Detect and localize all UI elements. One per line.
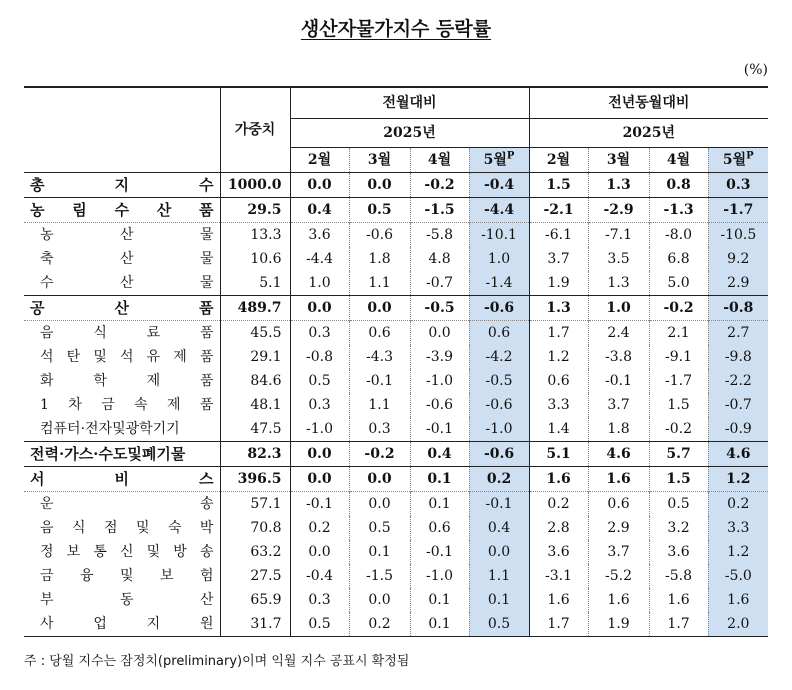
- mom-value-cell: 0.0: [349, 467, 410, 492]
- yoy-value-cell: -1.7: [708, 198, 768, 223]
- yoy-value-cell: 1.6: [588, 467, 649, 492]
- table-row: [24, 247, 768, 271]
- row-label: 음 식 점 및 숙 박: [24, 516, 220, 540]
- yoy-value-cell: 1.6: [708, 588, 768, 612]
- mom-value-cell: -1.0: [469, 417, 529, 442]
- mom-value-cell: -4.2: [469, 345, 529, 369]
- yoy-value-cell: 1.7: [649, 612, 708, 637]
- mom-value-cell: 1.1: [349, 393, 410, 417]
- mom-value-cell: -1.0: [410, 564, 469, 588]
- yoy-value-cell: 6.8: [649, 247, 708, 271]
- weight-cell: 13.3: [220, 223, 290, 248]
- yoy-value-cell: 1.3: [588, 271, 649, 296]
- table-row: [24, 588, 768, 612]
- header-yoy: 전년동월대비: [529, 87, 768, 119]
- mom-value-cell: -0.6: [349, 223, 410, 248]
- mom-value-cell: 0.0: [290, 296, 349, 321]
- header-weight: 가중치: [220, 87, 290, 173]
- yoy-value-cell: 4.6: [588, 442, 649, 467]
- table-row: [24, 417, 768, 442]
- yoy-value-cell: -1.3: [649, 198, 708, 223]
- yoy-value-cell: 1.5: [649, 467, 708, 492]
- mom-value-cell: -0.1: [410, 540, 469, 564]
- yoy-value-cell: 0.3: [708, 173, 768, 198]
- weight-cell: 57.1: [220, 492, 290, 517]
- yoy-value-cell: -8.0: [649, 223, 708, 248]
- mom-value-cell: 0.1: [410, 492, 469, 517]
- yoy-value-cell: -0.2: [649, 417, 708, 442]
- weight-cell: 82.3: [220, 442, 290, 467]
- row-label: 화 학 제 품: [24, 369, 220, 393]
- mom-value-cell: -3.9: [410, 345, 469, 369]
- yoy-value-cell: 3.2: [649, 516, 708, 540]
- mom-value-cell: -0.4: [290, 564, 349, 588]
- weight-cell: 31.7: [220, 612, 290, 637]
- row-label: 부 동 산: [24, 588, 220, 612]
- table-row: [24, 564, 768, 588]
- ppi-table: [24, 86, 768, 637]
- mom-value-cell: 1.0: [290, 271, 349, 296]
- yoy-value-cell: -5.8: [649, 564, 708, 588]
- weight-cell: 48.1: [220, 393, 290, 417]
- mom-value-cell: -0.6: [469, 296, 529, 321]
- yoy-value-cell: 5.1: [529, 442, 588, 467]
- header-mom-year: 2025년: [290, 119, 529, 148]
- yoy-value-cell: -3.8: [588, 345, 649, 369]
- mom-value-cell: 0.3: [290, 321, 349, 346]
- weight-cell: 396.5: [220, 467, 290, 492]
- mom-value-cell: 0.0: [290, 467, 349, 492]
- table-row: [24, 442, 768, 467]
- weight-cell: 47.5: [220, 417, 290, 442]
- mom-value-cell: 0.0: [349, 173, 410, 198]
- mom-value-cell: -0.6: [410, 393, 469, 417]
- table-row: [24, 173, 768, 198]
- mom-value-cell: -4.4: [469, 198, 529, 223]
- table-body: [24, 173, 768, 637]
- yoy-value-cell: 0.6: [588, 492, 649, 517]
- yoy-value-cell: -2.2: [708, 369, 768, 393]
- table-row: [24, 271, 768, 296]
- yoy-value-cell: 3.7: [588, 540, 649, 564]
- yoy-value-cell: -9.8: [708, 345, 768, 369]
- mom-value-cell: 0.5: [469, 612, 529, 637]
- yoy-value-cell: 4.6: [708, 442, 768, 467]
- table-row: [24, 612, 768, 637]
- mom-value-cell: 0.1: [410, 588, 469, 612]
- yoy-value-cell: 0.6: [529, 369, 588, 393]
- yoy-value-cell: 5.7: [649, 442, 708, 467]
- month-header: 2월: [529, 148, 588, 173]
- mom-value-cell: 1.1: [349, 271, 410, 296]
- row-label: 총 지 수: [24, 173, 220, 198]
- weight-cell: 29.1: [220, 345, 290, 369]
- mom-value-cell: 0.2: [290, 516, 349, 540]
- yoy-value-cell: 3.6: [649, 540, 708, 564]
- weight-cell: 65.9: [220, 588, 290, 612]
- month-header: 2월: [290, 148, 349, 173]
- mom-value-cell: 0.0: [469, 540, 529, 564]
- mom-value-cell: 0.5: [349, 516, 410, 540]
- mom-value-cell: -0.2: [410, 173, 469, 198]
- weight-cell: 5.1: [220, 271, 290, 296]
- row-label: 금 융 및 보 험: [24, 564, 220, 588]
- table-row: [24, 540, 768, 564]
- yoy-value-cell: 1.9: [588, 612, 649, 637]
- mom-value-cell: 3.6: [290, 223, 349, 248]
- yoy-value-cell: 2.0: [708, 612, 768, 637]
- yoy-value-cell: 0.8: [649, 173, 708, 198]
- mom-value-cell: 0.6: [410, 516, 469, 540]
- yoy-value-cell: -10.5: [708, 223, 768, 248]
- mom-value-cell: 0.5: [349, 198, 410, 223]
- month-header-prelim: 5월$^P$: [708, 148, 768, 173]
- mom-value-cell: 0.5: [290, 369, 349, 393]
- mom-value-cell: -10.1: [469, 223, 529, 248]
- mom-value-cell: -0.5: [410, 296, 469, 321]
- mom-value-cell: -0.6: [469, 393, 529, 417]
- mom-value-cell: 4.8: [410, 247, 469, 271]
- yoy-value-cell: 2.1: [649, 321, 708, 346]
- mom-value-cell: 0.0: [349, 296, 410, 321]
- mom-value-cell: -0.2: [349, 442, 410, 467]
- row-label: 사 업 지 원: [24, 612, 220, 637]
- mom-value-cell: 0.5: [290, 612, 349, 637]
- header-yoy-year: 2025년: [529, 119, 768, 148]
- mom-value-cell: -1.5: [410, 198, 469, 223]
- yoy-value-cell: 1.7: [529, 321, 588, 346]
- yoy-value-cell: 0.2: [529, 492, 588, 517]
- yoy-value-cell: 1.6: [529, 467, 588, 492]
- row-label: 서 비 스: [24, 467, 220, 492]
- weight-cell: 489.7: [220, 296, 290, 321]
- mom-value-cell: -0.5: [469, 369, 529, 393]
- header-item-cell: [24, 87, 220, 173]
- yoy-value-cell: 1.8: [588, 417, 649, 442]
- row-label: 전력·가스·수도및폐기물: [24, 442, 220, 467]
- table-row: [24, 223, 768, 248]
- row-label: 정 보 통 신 및 방 송: [24, 540, 220, 564]
- yoy-value-cell: -6.1: [529, 223, 588, 248]
- month-header: 3월: [349, 148, 410, 173]
- yoy-value-cell: 1.6: [529, 588, 588, 612]
- row-label: 컴퓨터·전자및광학기기: [24, 417, 220, 442]
- yoy-value-cell: 3.6: [529, 540, 588, 564]
- mom-value-cell: 0.3: [349, 417, 410, 442]
- row-label: 농 산 물: [24, 223, 220, 248]
- mom-value-cell: 0.4: [290, 198, 349, 223]
- mom-value-cell: 0.2: [469, 467, 529, 492]
- mom-value-cell: -1.5: [349, 564, 410, 588]
- mom-value-cell: 0.0: [290, 540, 349, 564]
- yoy-value-cell: -7.1: [588, 223, 649, 248]
- mom-value-cell: 0.0: [349, 588, 410, 612]
- yoy-value-cell: 0.5: [649, 492, 708, 517]
- row-label: 음 식 료 품: [24, 321, 220, 346]
- yoy-value-cell: 1.6: [588, 588, 649, 612]
- yoy-value-cell: 1.5: [529, 173, 588, 198]
- month-header: 4월: [410, 148, 469, 173]
- mom-value-cell: 0.6: [349, 321, 410, 346]
- weight-cell: 29.5: [220, 198, 290, 223]
- mom-value-cell: 1.1: [469, 564, 529, 588]
- month-header: 4월: [649, 148, 708, 173]
- yoy-value-cell: -2.1: [529, 198, 588, 223]
- table-row: [24, 198, 768, 223]
- mom-value-cell: -1.4: [469, 271, 529, 296]
- mom-value-cell: -0.1: [290, 492, 349, 517]
- yoy-value-cell: 3.3: [708, 516, 768, 540]
- row-label: 농 림 수 산 품: [24, 198, 220, 223]
- table-row: [24, 516, 768, 540]
- mom-value-cell: -0.6: [469, 442, 529, 467]
- weight-cell: 63.2: [220, 540, 290, 564]
- mom-value-cell: -4.4: [290, 247, 349, 271]
- yoy-value-cell: -0.8: [708, 296, 768, 321]
- yoy-value-cell: 1.3: [588, 173, 649, 198]
- weight-cell: 84.6: [220, 369, 290, 393]
- mom-value-cell: 1.8: [349, 247, 410, 271]
- yoy-value-cell: 2.9: [588, 516, 649, 540]
- row-label: 수 산 물: [24, 271, 220, 296]
- table-row: [24, 321, 768, 346]
- footnote: 주 : 당월 지수는 잠정치(preliminary)이며 익월 지수 공표시 확정됨: [24, 654, 410, 669]
- page-title: 생산자물가지수 등락률: [300, 18, 492, 40]
- yoy-value-cell: -0.7: [708, 393, 768, 417]
- yoy-value-cell: 3.5: [588, 247, 649, 271]
- yoy-value-cell: 1.7: [529, 612, 588, 637]
- yoy-value-cell: 1.2: [708, 467, 768, 492]
- yoy-value-cell: 2.4: [588, 321, 649, 346]
- row-label: 운 송: [24, 492, 220, 517]
- mom-value-cell: -4.3: [349, 345, 410, 369]
- mom-value-cell: -0.4: [469, 173, 529, 198]
- unit-label: (%): [743, 62, 768, 78]
- yoy-value-cell: -5.2: [588, 564, 649, 588]
- mom-value-cell: 0.3: [290, 393, 349, 417]
- yoy-value-cell: -9.1: [649, 345, 708, 369]
- header-mom: 전월대비: [290, 87, 529, 119]
- mom-value-cell: -0.7: [410, 271, 469, 296]
- yoy-value-cell: 1.0: [588, 296, 649, 321]
- mom-value-cell: -1.0: [410, 369, 469, 393]
- yoy-value-cell: 1.3: [529, 296, 588, 321]
- mom-value-cell: -5.8: [410, 223, 469, 248]
- mom-value-cell: 0.1: [469, 588, 529, 612]
- yoy-value-cell: 1.9: [529, 271, 588, 296]
- mom-value-cell: 0.2: [349, 612, 410, 637]
- yoy-value-cell: -0.1: [588, 369, 649, 393]
- row-label: 공 산 품: [24, 296, 220, 321]
- yoy-value-cell: -1.7: [649, 369, 708, 393]
- mom-value-cell: 1.0: [469, 247, 529, 271]
- table-row: [24, 369, 768, 393]
- mom-value-cell: 0.1: [349, 540, 410, 564]
- yoy-value-cell: 1.4: [529, 417, 588, 442]
- yoy-value-cell: 5.0: [649, 271, 708, 296]
- weight-cell: 70.8: [220, 516, 290, 540]
- row-label: 석 탄 및 석 유 제 품: [24, 345, 220, 369]
- mom-value-cell: 0.0: [410, 321, 469, 346]
- mom-value-cell: -0.1: [349, 369, 410, 393]
- table-row: [24, 492, 768, 517]
- yoy-value-cell: 0.2: [708, 492, 768, 517]
- weight-cell: 1000.0: [220, 173, 290, 198]
- yoy-value-cell: 2.9: [708, 271, 768, 296]
- mom-value-cell: 0.1: [410, 612, 469, 637]
- yoy-value-cell: 3.7: [588, 393, 649, 417]
- weight-cell: 10.6: [220, 247, 290, 271]
- mom-value-cell: 0.3: [290, 588, 349, 612]
- mom-value-cell: 0.1: [410, 467, 469, 492]
- yoy-value-cell: -2.9: [588, 198, 649, 223]
- yoy-value-cell: -3.1: [529, 564, 588, 588]
- mom-value-cell: 0.4: [469, 516, 529, 540]
- table-row: [24, 296, 768, 321]
- yoy-value-cell: 1.5: [649, 393, 708, 417]
- mom-value-cell: -1.0: [290, 417, 349, 442]
- header-row-1: [24, 87, 768, 119]
- mom-value-cell: 0.4: [410, 442, 469, 467]
- month-header: 3월: [588, 148, 649, 173]
- yoy-value-cell: 2.8: [529, 516, 588, 540]
- mom-value-cell: 0.6: [469, 321, 529, 346]
- weight-cell: 27.5: [220, 564, 290, 588]
- mom-value-cell: -0.1: [469, 492, 529, 517]
- yoy-value-cell: 2.7: [708, 321, 768, 346]
- table-row: [24, 393, 768, 417]
- yoy-value-cell: 3.3: [529, 393, 588, 417]
- mom-value-cell: -0.8: [290, 345, 349, 369]
- yoy-value-cell: 9.2: [708, 247, 768, 271]
- yoy-value-cell: 1.2: [529, 345, 588, 369]
- table-row: [24, 467, 768, 492]
- mom-value-cell: 0.0: [290, 442, 349, 467]
- yoy-value-cell: -0.9: [708, 417, 768, 442]
- row-label: 축 산 물: [24, 247, 220, 271]
- yoy-value-cell: 3.7: [529, 247, 588, 271]
- mom-value-cell: -0.1: [410, 417, 469, 442]
- row-label: 1 차 금 속 제 품: [24, 393, 220, 417]
- yoy-value-cell: 1.6: [649, 588, 708, 612]
- weight-cell: 45.5: [220, 321, 290, 346]
- mom-value-cell: 0.0: [349, 492, 410, 517]
- month-header-prelim: 5월$^P$: [469, 148, 529, 173]
- mom-value-cell: 0.0: [290, 173, 349, 198]
- yoy-value-cell: 1.2: [708, 540, 768, 564]
- yoy-value-cell: -0.2: [649, 296, 708, 321]
- table-row: [24, 345, 768, 369]
- yoy-value-cell: -5.0: [708, 564, 768, 588]
